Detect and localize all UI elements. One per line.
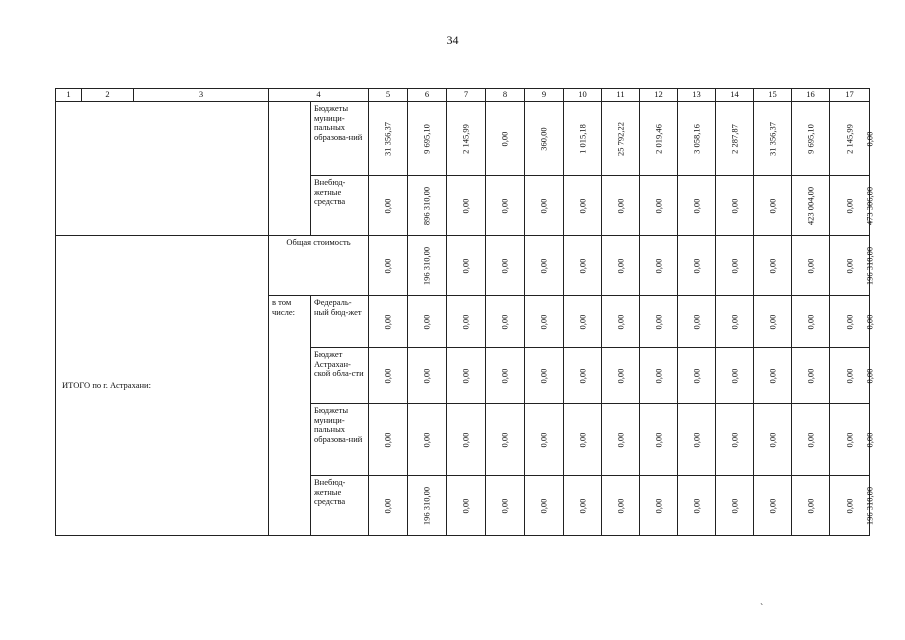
value-cell: 0,00 [564,476,602,536]
value-cell: 31 356,37 [754,102,792,176]
header-row [56,89,870,102]
header-cell: 11 [602,89,640,102]
value-cell: 0,00 [525,236,564,296]
value-cell: 31 356,37 [369,102,408,176]
value-cell: 2 019,46 [640,102,678,176]
value-cell: 0,00 [754,404,792,476]
value-cell: 2 145,99 [447,102,486,176]
value-cell: 0,00 [602,176,640,236]
value-cell: 0,00 [564,236,602,296]
value-cell: 0,00 [716,348,754,404]
table-row: Внебюд-жетные средства 0,00 896 310,00 0,00 0,00 0,00 0,00 0,00 0,00 0,00 0,00 0,00 423 004,00 0,00 473 306,00 [56,176,870,236]
row-label: Бюджеты муници-пальных образова-ний [311,404,369,476]
value-cell: 0,00 [792,476,830,536]
value-cell: 1 015,18 [564,102,602,176]
value-cell: 0,00 [602,404,640,476]
row-label: Внебюд-жетные средства [311,176,369,236]
value-cell: 0,00 [678,404,716,476]
including-label: в том числе: [269,296,311,536]
value-cell: 0,00 [640,476,678,536]
value-cell: 0,00 [830,176,870,236]
value-cell: 0,00 [564,176,602,236]
table-row: Бюджеты муници-пальных образова-ний 0,00 0,00 0,00 0,00 0,00 0,00 0,00 0,00 0,00 0,00 0,00 0,00 0,00 0,00 [56,404,870,476]
value-cell: 0,00 [369,348,408,404]
value-cell: 0,00 [716,236,754,296]
header-cell: 17 [830,89,870,102]
header-cell: 12 [640,89,678,102]
value-cell: 0,00 [754,296,792,348]
table-row: ИТОГО по г. Астрахани: Общая стоимость 0,00 196 310,00 0,00 0,00 0,00 0,00 0,00 0,00 0,00 0,00 0,00 0,00 0,00 196 310,00 [56,236,870,296]
value-cell: 0,00 [447,348,486,404]
header-cell: 16 [792,89,830,102]
total-title: ИТОГО по г. Астрахани: [56,236,269,536]
page-number: 34 [446,33,459,47]
header-cell: 8 [486,89,525,102]
value-cell: 0,00 [792,348,830,404]
value-cell: 0,00 [678,476,716,536]
value-cell: 0,00 [640,176,678,236]
value-cell: 0,00 [716,476,754,536]
value-cell: 0,00 [640,404,678,476]
value-cell: 0,00 [602,348,640,404]
value-cell: 0,00 [447,296,486,348]
value-cell: 0,00 [486,476,525,536]
value-cell: 0,00 [486,236,525,296]
value-cell: 0,00 [792,404,830,476]
value-cell: 0,00 [678,296,716,348]
value-cell: 0,00 [408,348,447,404]
value-cell: 3 058,16 [678,102,716,176]
value-cell: 196 310,00 [408,476,447,536]
header-cell: 1 [56,89,82,102]
value-cell: 0,00 [525,404,564,476]
value-cell: 0,00 [408,404,447,476]
empty-cell [269,102,311,236]
value-cell: 0,00 [640,236,678,296]
value-cell: 0,00 [602,236,640,296]
value-cell: 0,00 [830,236,870,296]
value-cell: 0,00 [640,296,678,348]
value-cell: 0,00 [369,476,408,536]
value-cell: 0,00 [525,348,564,404]
value-cell: 0,00 [716,176,754,236]
value-cell: 0,00 [447,176,486,236]
total-cost-label: Общая стоимость [269,236,369,296]
row-label: Федераль-ный бюд-жет [311,296,369,348]
value-cell: 0,00 [525,296,564,348]
header-cell: 3 [134,89,269,102]
table-row: Бюджет Астрахан-ской обла-сти 0,00 0,00 0,00 0,00 0,00 0,00 0,00 0,00 0,00 0,00 0,00 0,00 0,00 0,00 [56,348,870,404]
value-cell: 0,00 [640,348,678,404]
value-cell: 2 145,99 [830,102,870,176]
value-cell: 25 792,22 [602,102,640,176]
value-cell: 0,00 [525,476,564,536]
value-cell: 0,00 [525,176,564,236]
header-cell: 7 [447,89,486,102]
header-cell: 5 [369,89,408,102]
value-cell: 0,00 [830,404,870,476]
value-cell: 0,00 [369,176,408,236]
value-cell: 2 287,87 [716,102,754,176]
value-cell: 0,00 [602,476,640,536]
value-cell: 0,00 [678,348,716,404]
value-cell: 0,00 [447,404,486,476]
header-cell: 10 [564,89,602,102]
value-cell: 0,00 [369,236,408,296]
value-cell: 0,00 [486,404,525,476]
value-cell: 196 310,00 [408,236,447,296]
header-cell: 6 [408,89,447,102]
value-cell: 0,00 [447,236,486,296]
value-cell: 896 310,00 [408,176,447,236]
header-cell: 2 [82,89,134,102]
table-row: в том числе: Федераль-ный бюд-жет 0,00 0,00 0,00 0,00 0,00 0,00 0,00 0,00 0,00 0,00 0,00 0,00 0,00 0,00 [56,296,870,348]
empty-cell [56,102,269,236]
value-cell: 0,00 [754,176,792,236]
row-label: Бюджет Астрахан-ской обла-сти [311,348,369,404]
header-cell: 15 [754,89,792,102]
header-cell: 4 [269,89,369,102]
row-label: Внебюд-жетные средства [311,476,369,536]
value-cell: 423 004,00 [792,176,830,236]
value-cell: 0,00 [792,236,830,296]
table-row: Бюджеты муници-пальных образова-ний 31 356,37 9 695,10 2 145,99 0,00 360,00 1 015,18 25 792,22 2 019,46 3 058,16 2 287,87 31 356,37 9 695,10 2 145,99 0,00 [56,102,870,176]
value-cell: 0,00 [486,102,525,176]
value-cell: 0,00 [830,296,870,348]
value-cell: 9 695,10 [408,102,447,176]
value-cell: 0,00 [408,296,447,348]
value-cell: 0,00 [754,476,792,536]
value-cell: 0,00 [564,404,602,476]
value-cell: 0,00 [792,296,830,348]
value-cell: 0,00 [830,476,870,536]
row-label: Бюджеты муници-пальных образова-ний [311,102,369,176]
value-cell: 0,00 [447,476,486,536]
value-cell: 0,00 [369,296,408,348]
value-cell: 360,00 [525,102,564,176]
value-cell: 0,00 [754,236,792,296]
value-cell: 0,00 [564,348,602,404]
value-cell: 0,00 [564,296,602,348]
value-cell: 0,00 [678,176,716,236]
value-cell: 0,00 [678,236,716,296]
value-cell: 0,00 [716,296,754,348]
header-cell: 13 [678,89,716,102]
table-row: Внебюд-жетные средства 0,00 196 310,00 0,00 0,00 0,00 0,00 0,00 0,00 0,00 0,00 0,00 0,00 0,00 196 310,00 [56,476,870,536]
value-cell: 9 695,10 [792,102,830,176]
value-cell: 0,00 [486,348,525,404]
header-cell: 14 [716,89,754,102]
value-cell: 0,00 [486,296,525,348]
value-cell: 0,00 [754,348,792,404]
value-cell: 0,00 [486,176,525,236]
value-cell: 0,00 [830,348,870,404]
value-cell: 0,00 [716,404,754,476]
footer-mark: ` [760,603,764,614]
value-cell: 0,00 [369,404,408,476]
header-cell: 9 [525,89,564,102]
budget-table [55,88,875,536]
value-cell: 0,00 [602,296,640,348]
